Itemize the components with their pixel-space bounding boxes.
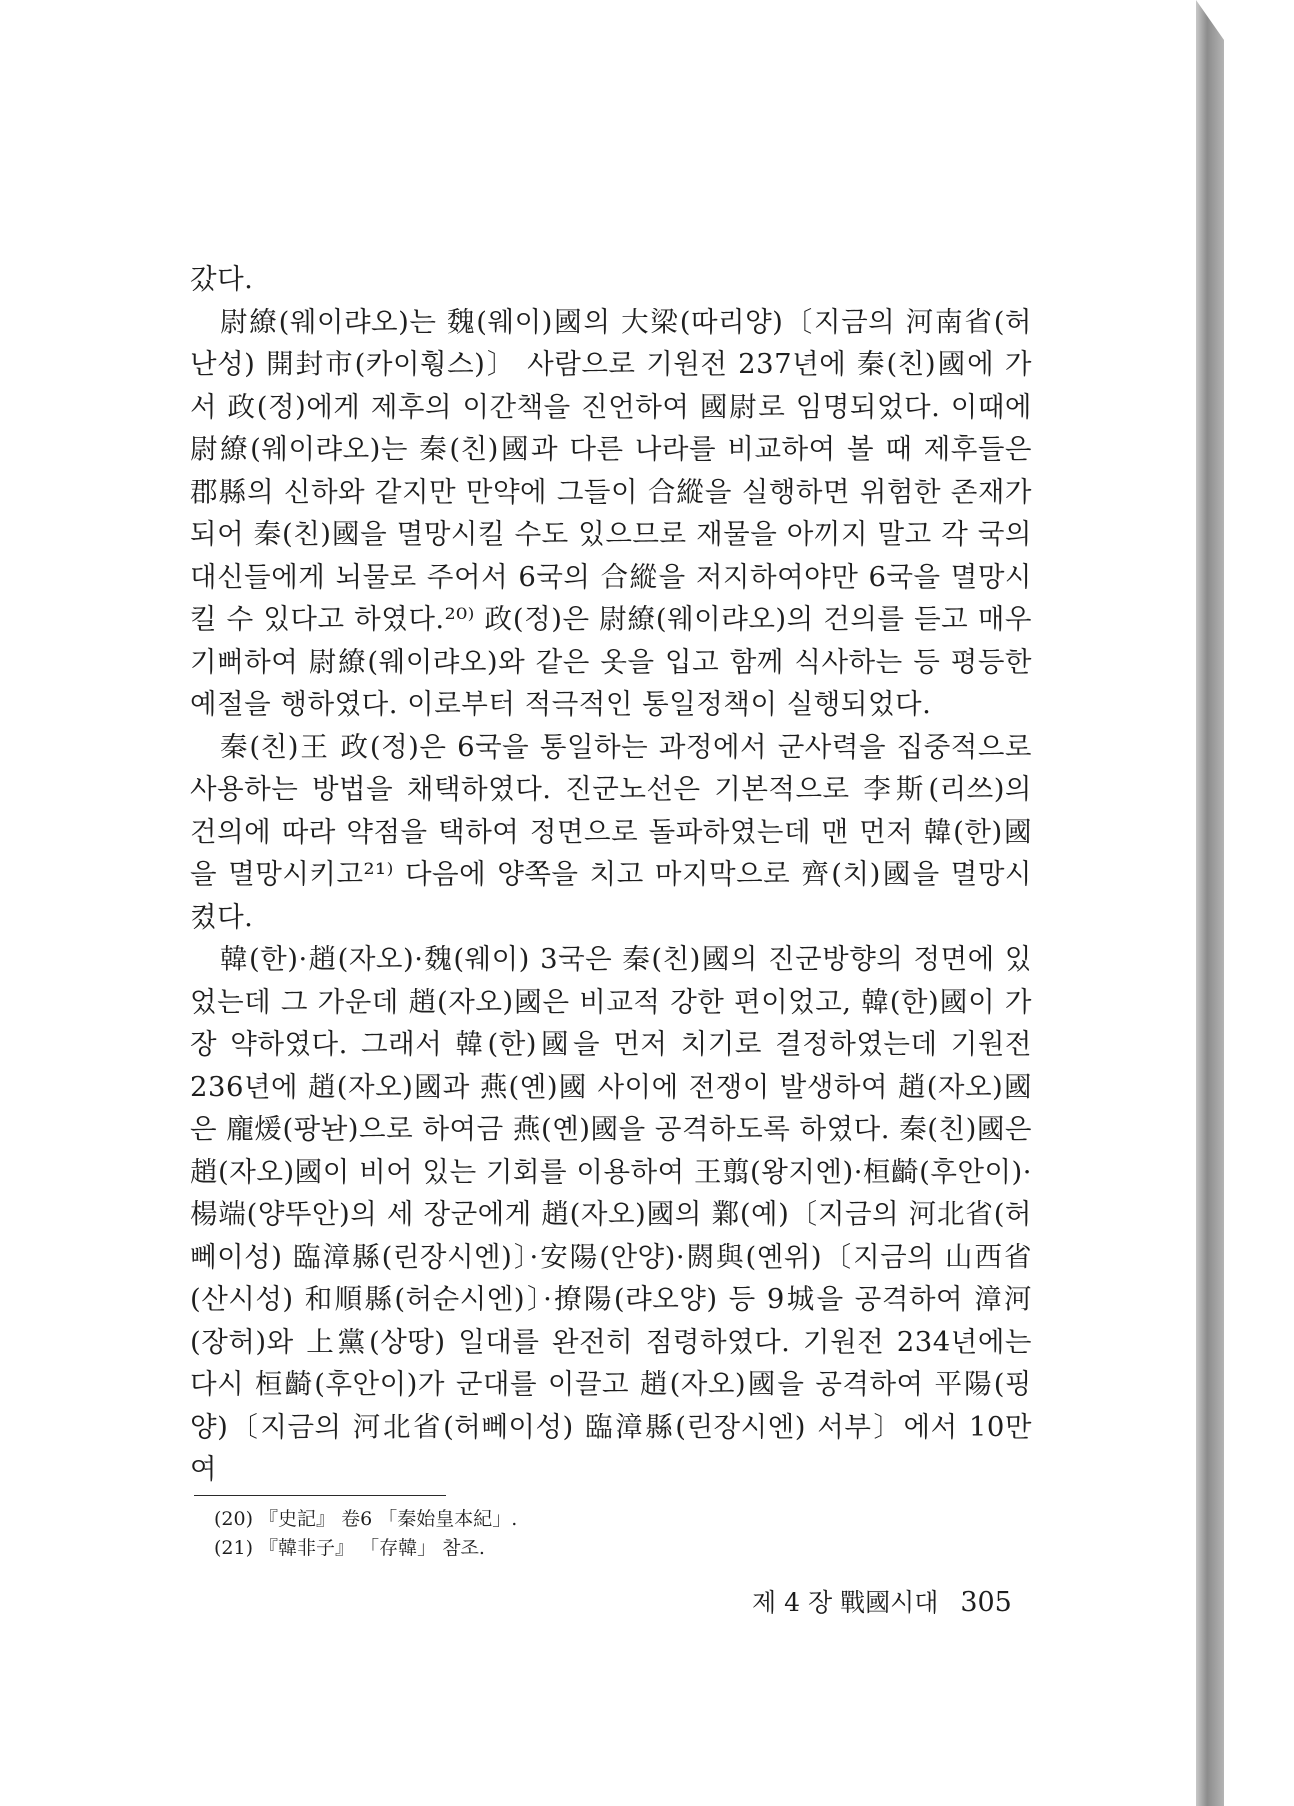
chapter-title: 戰國시대 [840, 1588, 939, 1617]
page-footer [752, 1586, 1012, 1620]
paragraph-qin-strategy: 秦(친)王 政(정)은 6국을 통일하는 과정에서 군사력을 집중적으로 사용하는 방법을 채택하였다. 진군노선은 기본적으로 李斯(리쓰)의 건의에 따라 약점을 택하여 정면으로 돌파하였는데 맨 먼저 韓(한)國을 멸망시키고²¹⁾ 다음에 양쪽을 치고 마지막으로 齊(치)國을 멸망시켰다. [190, 730, 1032, 933]
footnote-20: (20) 『史記』 卷6 「秦始皇本紀」. [214, 1508, 518, 1530]
page-edge-shadow [1196, 0, 1224, 1806]
paragraph-continuation: 갔다. [190, 263, 254, 295]
footnotes [214, 1505, 1014, 1563]
paragraph-han-zhao-wei: 韓(한)·趙(자오)·魏(웨이) 3국은 秦(친)國의 진군방향의 정면에 있었는데 그 가운데 趙(자오)國은 비교적 강한 편이었고, 韓(한)國이 가장 약하였다. 그래서 韓(한)國을 먼저 치기로 결정하였는데 기원전 236년에 趙(자오)國과 燕(옌)國 사이에 전쟁이 발생하여 趙(자오)國은 龐煖(팡놘)으로 하여금 燕(옌)國을 공격하도록 하였다. 秦(친)國은 趙(자오)國이 비어 있는 기회를 이용하여 王翦(왕지엔)·桓齮(후안이)·楊端(양뚜안)의 세 장군에게 趙(자오)國의 鄴(예)〔지금의 河北省(허뻬이성) 臨漳縣(린장시엔)〕·安陽(안양)·閼與(옌위)〔지금의 山西省(산시성) 和順縣(허순시엔)〕·撩陽(랴오양) 등 9城을 공격하여 漳河(장허)와 上黨(상땅) 일대를 완전히 점령하였다. 기원전 234년에는 다시 桓齮(후안이)가 군대를 이끌고 趙(자오)國을 공격하여 平陽(핑양)〔지금의 河北省(허뻬이성) 臨漳縣(린장시엔) 서부〕에서 10만 여 [190, 943, 1032, 1485]
page-number: 305 [960, 1587, 1012, 1618]
main-text [190, 258, 1032, 1491]
paragraph-weiliao: 尉繚(웨이랴오)는 魏(웨이)國의 大梁(따리양)〔지금의 河南省(허난성) 開封市(카이훵스)〕 사람으로 기원전 237년에 秦(친)國에 가서 政(정)에게 제후의 이간책을 진언하여 國尉로 임명되었다. 이때에 尉繚(웨이랴오)는 秦(친)國과 다른 나라를 비교하여 볼 때 제후들은 郡縣의 신하와 같지만 만약에 그들이 合縱을 실행하면 위험한 존재가 되어 秦(친)國을 멸망시킬 수도 있으므로 재물을 아끼지 말고 각 국의 대신들에게 뇌물로 주어서 6국의 合縱을 저지하여야만 6국을 멸망시킬 수 있다고 하였다.²⁰⁾ 政(정)은 尉繚(웨이랴오)의 건의를 듣고 매우 기뻐하여 尉繚(웨이랴오)와 같은 옷을 입고 함께 식사하는 등 평등한 예절을 행하였다. 이로부터 적극적인 통일정책이 실행되었다. [190, 305, 1032, 720]
footnote-divider [194, 1495, 446, 1496]
chapter-label: 제 4 장 [752, 1588, 833, 1617]
footnote-21: (21) 『韓非子』 「存韓」 참조. [214, 1537, 485, 1559]
